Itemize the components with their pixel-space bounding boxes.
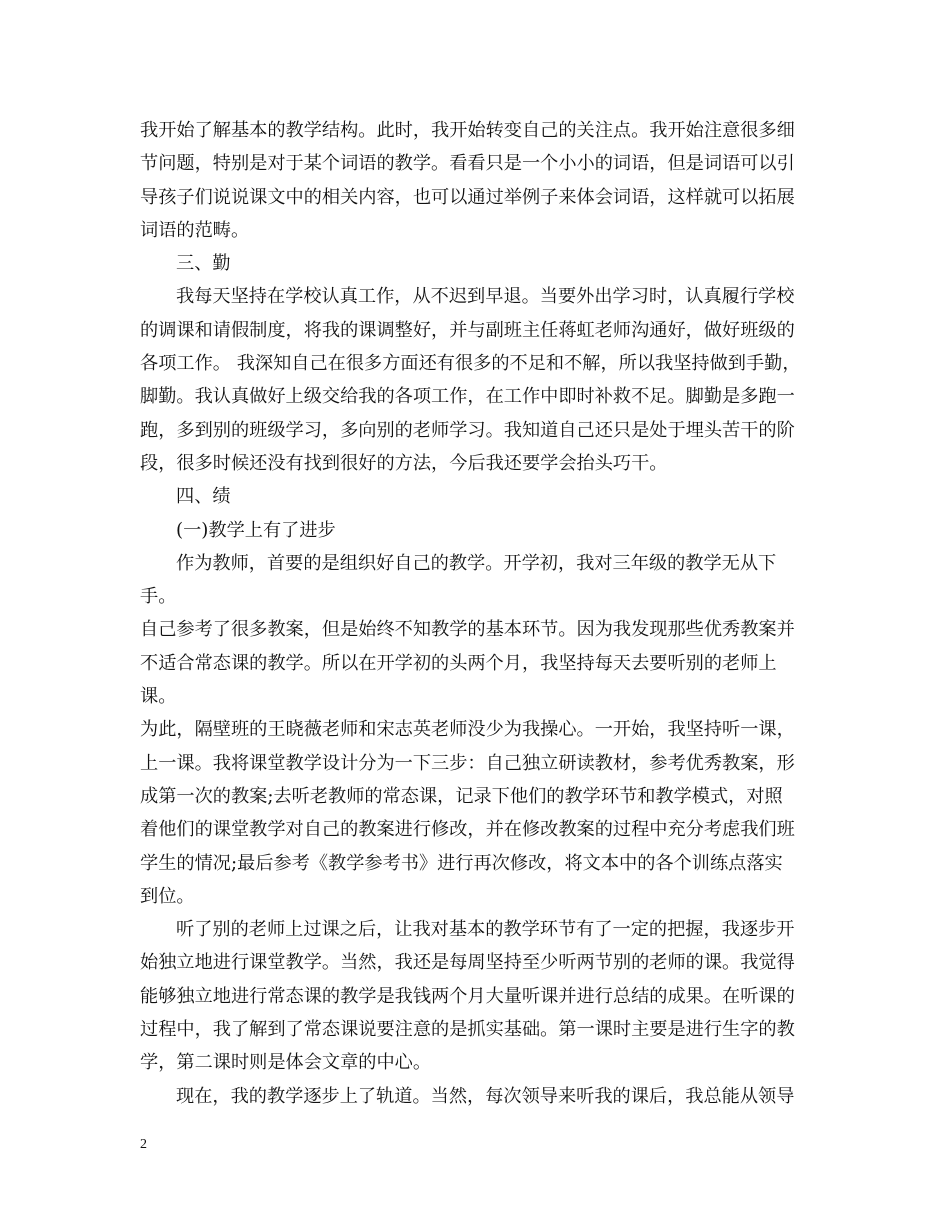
- page-number: 2: [140, 1137, 147, 1152]
- text-line: 我每天坚持在学校认真工作，从不迟到早退。当要外出学习时，认真履行学校: [176, 286, 795, 308]
- text-line: 跑，多到别的班级学习，多向别的老师学习。我知道自己还只是处于埋头苦干的阶: [140, 419, 795, 441]
- section-heading: 四、绩: [176, 486, 231, 508]
- text-line: 成第一次的教案;去听老教师的常态课，记录下他们的教学环节和教学模式，对照: [140, 785, 783, 807]
- subsection-heading: (一)教学上有了进步: [176, 519, 336, 541]
- text-line: 为此，隔壁班的王晓薇老师和宋志英老师没少为我操心。一开始，我坚持听一课，: [140, 719, 795, 741]
- text-line: 自己参考了很多教案，但是始终不知教学的基本环节。因为我发现那些优秀教案并: [140, 619, 795, 641]
- text-line: 节问题，特别是对于某个词语的教学。看看只是一个小小的词语，但是词语可以引: [140, 153, 795, 175]
- text-line: 词语的范畴。: [140, 219, 250, 241]
- text-line: 学，第二课时则是体会文章的中心。: [140, 1052, 432, 1074]
- text-line: 现在，我的教学逐步上了轨道。当然，每次领导来听我的课后，我总能从领导: [176, 1085, 795, 1107]
- text-line: 能够独立地进行常态课的教学是我钱两个月大量听课并进行总结的成果。在听课的: [140, 985, 795, 1007]
- text-line: 学生的情况;最后参考《教学参考书》进行再次修改，将文本中的各个训练点落实: [140, 852, 783, 874]
- text-line: 上一课。我将课堂教学设计分为一下三步：自己独立研读教材，参考优秀教案，形: [140, 752, 795, 774]
- text-line: 我开始了解基本的教学结构。此时，我开始转变自己的关注点。我开始注意很多细: [140, 120, 795, 141]
- text-line: 着他们的课堂教学对自己的教案进行修改，并在修改教案的过程中充分考虑我们班: [140, 819, 795, 841]
- text-line: 作为教师，首要的是组织好自己的教学。开学初，我对三年级的教学无从下手。: [140, 552, 777, 608]
- text-line: 过程中，我了解到了常态课说要注意的是抓实基础。第一课时主要是进行生字的教: [140, 1019, 795, 1041]
- text-line: 各项工作。 我深知自己在很多方面还有很多的不足和不解，所以我坚持做到手勤，: [140, 353, 801, 375]
- text-line: 始独立地进行课堂教学。当然，我还是每周坚持至少听两节别的老师的课。我觉得: [140, 952, 795, 974]
- text-line: 的调课和请假制度，将我的课调整好，并与副班主任蒋虹老师沟通好，做好班级的: [140, 319, 795, 341]
- text-line: 不适合常态课的教学。所以在开学初的头两个月，我坚持每天去要听别的老师上课。: [140, 652, 777, 708]
- text-line: 脚勤。我认真做好上级交给我的各项工作，在工作中即时补救不足。脚勤是多跑一: [140, 386, 795, 408]
- text-line: 导孩子们说说课文中的相关内容，也可以通过举例子来体会词语，这样就可以拓展: [140, 186, 795, 208]
- section-heading: 三、勤: [176, 253, 231, 275]
- text-line: 听了别的老师上过课之后，让我对基本的教学环节有了一定的把握，我逐步开: [176, 919, 795, 941]
- text-line: 段，很多时候还没有找到很好的方法，今后我还要学会抬头巧干。: [140, 452, 668, 474]
- text-line: 到位。: [140, 885, 195, 907]
- body-text: [140, 114, 812, 1113]
